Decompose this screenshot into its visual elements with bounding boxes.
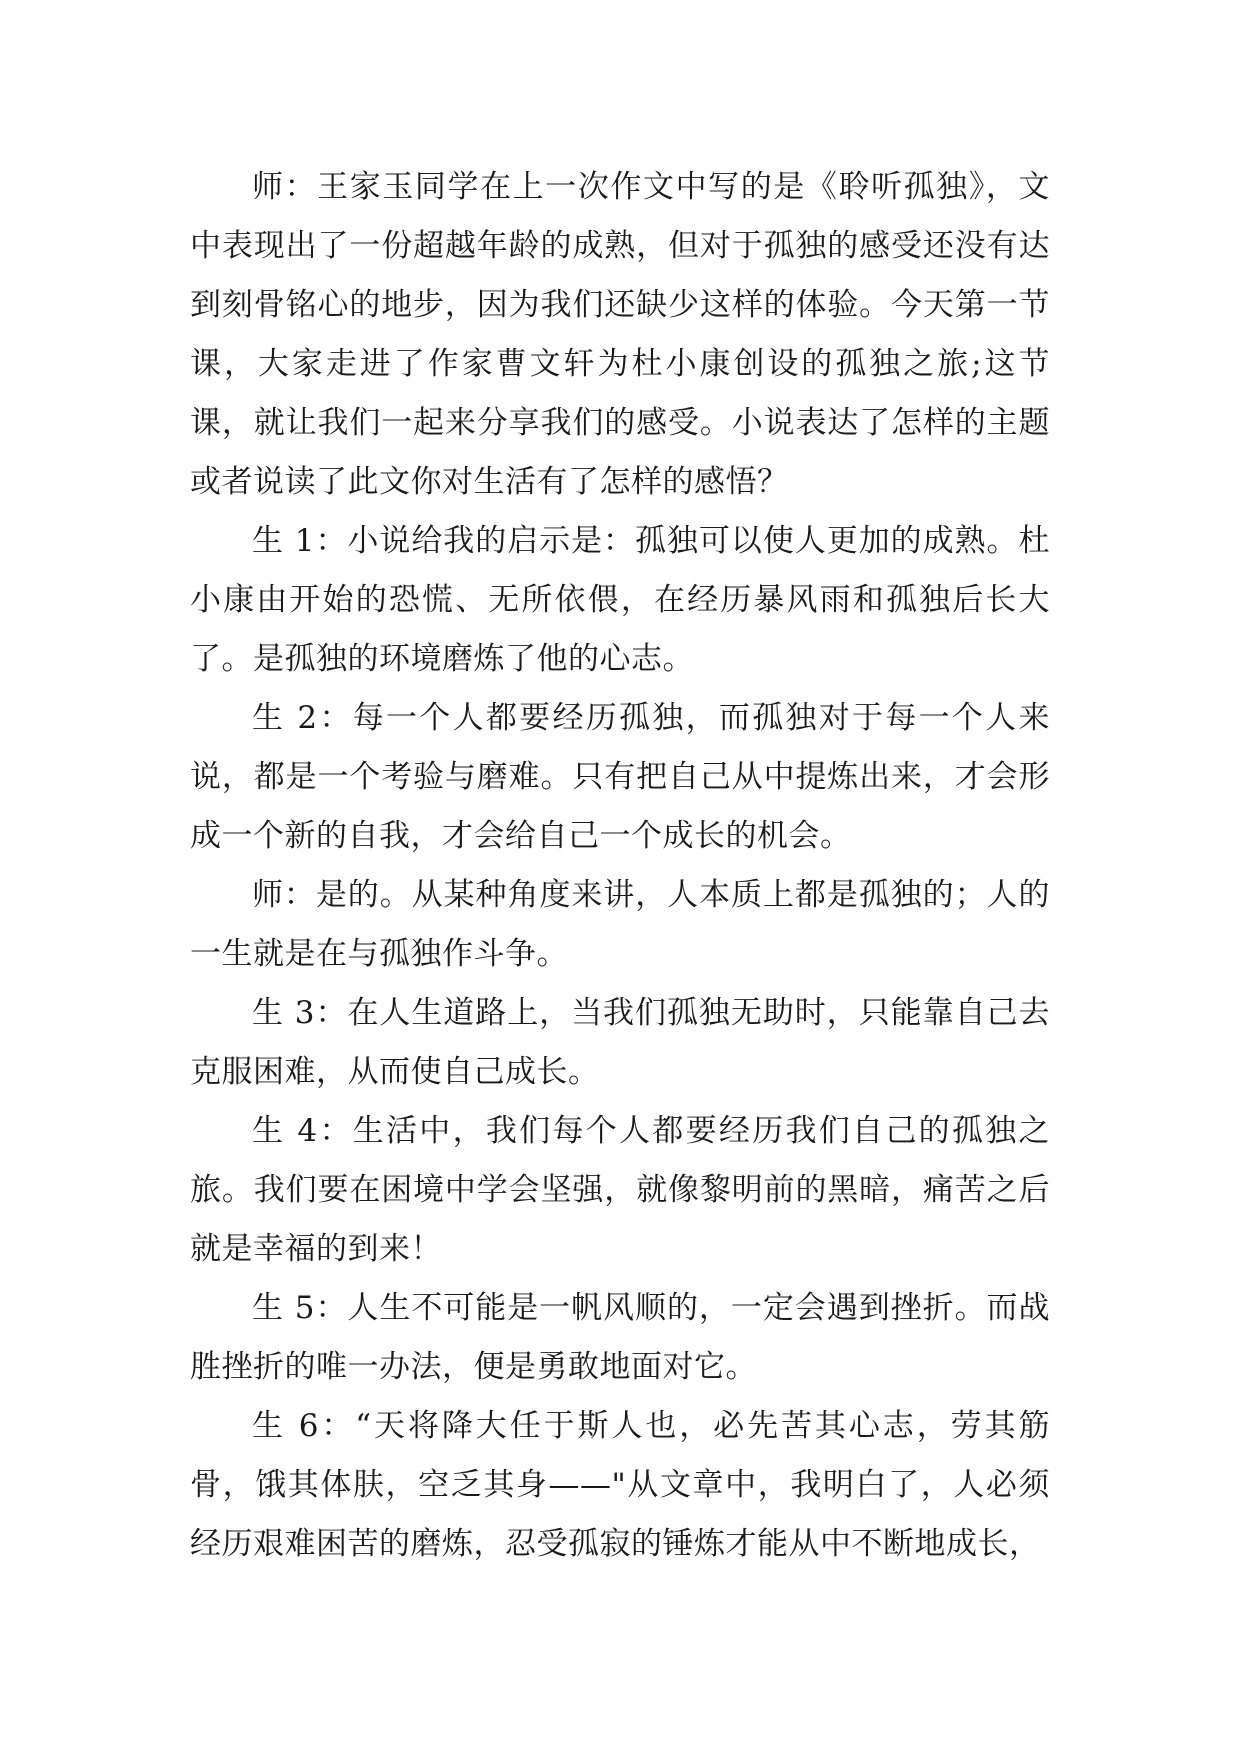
paragraph-teacher-intro: 师：王家玉同学在上一次作文中写的是《聆听孤独》，文中表现出了一份超越年龄的成熟，但对于孤独的感受还没有达到刻骨铭心的地步，因为我们还缺少这样的体验。今天第一节课，大家走进了作家曹文轩为杜小康创设的孤独之旅;这节课，就让我们一起来分享我们的感受。小说表达了怎样的主题或者说读了此文你对生活有了怎样的感悟？ [190,169,1050,500]
paragraph-student-2: 生 2：每一个人都要经历孤独，而孤独对于每一个人来说，都是一个考验与磨难。只有把自己从中提炼出来，才会形成一个新的自我，才会给自己一个成长的机会。 [190,700,1050,854]
document-body [190,158,1050,1574]
paragraph-student-3: 生 3：在人生道路上，当我们孤独无助时，只能靠自己去克服困难，从而使自己成长。 [190,995,1050,1090]
paragraph-student-1: 生 1：小说给我的启示是：孤独可以使人更加的成熟。杜小康由开始的恐慌、无所依偎，在经历暴风雨和孤独后长大了。是孤独的环境磨炼了他的心志。 [190,523,1050,677]
paragraph-student-5: 生 5：人生不可能是一帆风顺的，一定会遇到挫折。而战胜挫折的唯一办法，便是勇敢地面对它。 [190,1290,1050,1385]
paragraph-student-6: 生 6：“天将降大任于斯人也，必先苦其心志，劳其筋骨，饿其体肤，空乏其身——"从文章中，我明白了，人必须经历艰难困苦的磨炼，忍受孤寂的锤炼才能从中不断地成长， [190,1408,1050,1562]
paragraph-teacher-reply: 师：是的。从某种角度来讲，人本质上都是孤独的；人的一生就是在与孤独作斗争。 [190,877,1050,972]
paragraph-student-4: 生 4：生活中，我们每个人都要经历我们自己的孤独之旅。我们要在困境中学会坚强，就像黎明前的黑暗，痛苦之后就是幸福的到来！ [190,1113,1050,1267]
